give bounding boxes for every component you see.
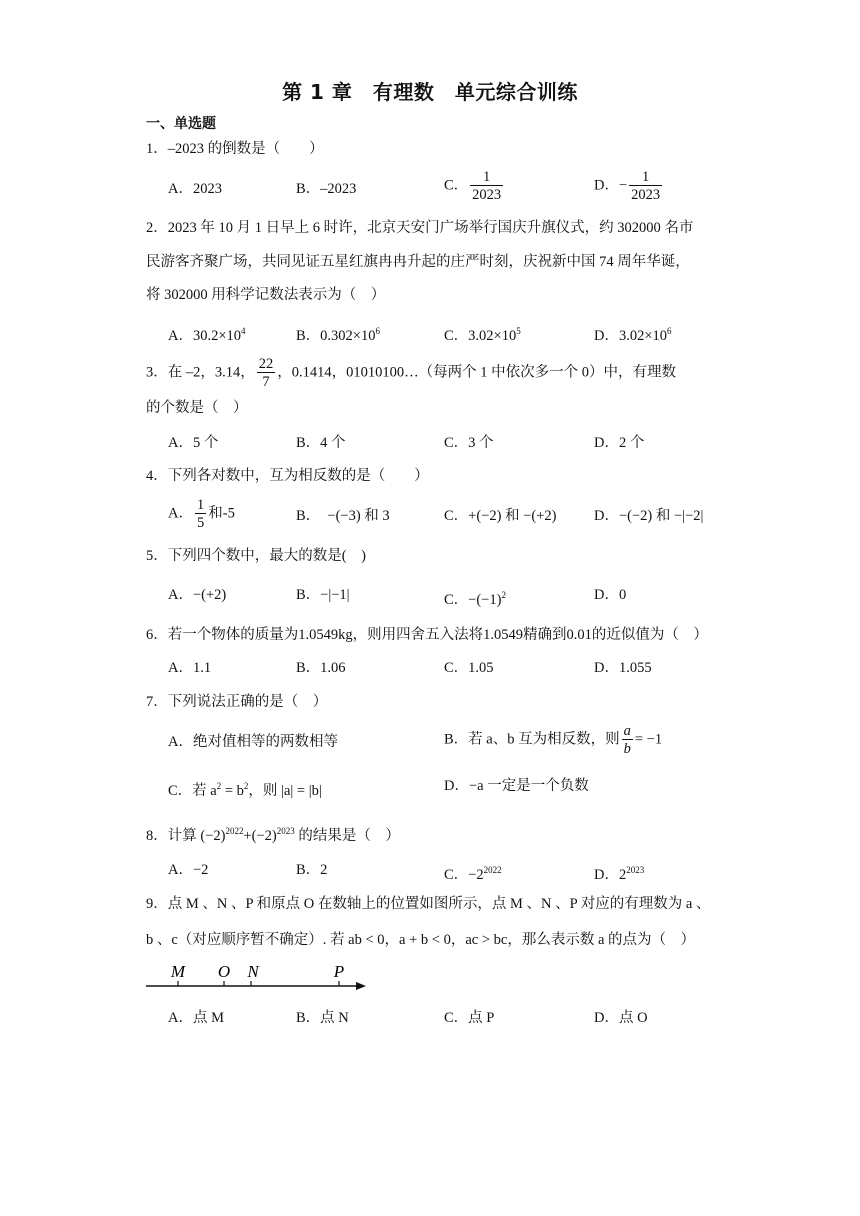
q9-option-d: D．点 O bbox=[594, 1010, 648, 1026]
label-o: O bbox=[217, 962, 231, 981]
q4-option-d: D．−(−2) 和 −|−2| bbox=[594, 508, 704, 524]
q7-option-a: A．绝对值相等的两数相等 bbox=[168, 734, 338, 750]
q5-option-d: D．0 bbox=[594, 587, 627, 603]
q6-option-c: C．1.05 bbox=[444, 660, 494, 676]
q5-option-c: C．$-(-1)^2$ bbox=[444, 590, 506, 608]
q1-option-a: A．2023 bbox=[168, 181, 222, 197]
q4-option-a: A． $\frac{1}{5}$ 和-5 bbox=[168, 497, 235, 531]
label-m: M bbox=[170, 962, 186, 981]
q6-option-b: B．1.06 bbox=[296, 660, 346, 676]
q1-option-c: C． $\frac{1}{2023}$ bbox=[444, 169, 502, 203]
q5-option-a: A．−(+2) bbox=[168, 587, 227, 603]
section-heading: 一、单选题 bbox=[146, 116, 216, 132]
q1-option-d: D．− $\frac{1}{2023}$ bbox=[594, 169, 661, 203]
fraction: $\frac{22}{7}$ bbox=[258, 356, 274, 390]
q1-option-b: B．–2023 bbox=[296, 181, 357, 197]
question-4-stem: 4．下列各对数中，互为相反数的是（ ） bbox=[146, 468, 429, 484]
question-3-line-1: 3．在 –2，3.14， $\frac{22}{7}$ ，0.1414，01010100…（每两个 1 中依次多一个 0）中，有理数 bbox=[146, 356, 676, 390]
number-line-diagram bbox=[144, 960, 374, 996]
q2-option-a: A．$30.2\times 10^4$ bbox=[168, 326, 246, 344]
q6-option-a: A．1.1 bbox=[168, 660, 212, 676]
page-title: 第 1 章 有理数 单元综合训练 bbox=[282, 80, 578, 104]
fraction: $\frac{1}{2023}$ bbox=[472, 169, 502, 203]
q9-option-b: B．点 N bbox=[296, 1010, 349, 1026]
q7-option-c: C．若 $a^2 = b^2$，则 |a| = |b| bbox=[168, 781, 322, 799]
q9-option-c: C．点 P bbox=[444, 1010, 495, 1026]
q7-option-d: D．−a 一定是一个负数 bbox=[444, 778, 589, 794]
label-p: P bbox=[333, 962, 345, 981]
q7-option-b: B．若 a、b 互为相反数，则 $\frac{a}{b}$ = −1 bbox=[444, 723, 663, 757]
question-6-stem: 6．若一个物体的质量为1.0549kg，则用四舍五入法将1.0549精确到0.01的近似值为（ ） bbox=[146, 627, 708, 643]
q6-option-d: D．1.055 bbox=[594, 660, 652, 676]
question-2-line-1: 2．2023 年 10 月 1 日早上 6 时许，北京天安门广场举行国庆升旗仪式，约 302000 名市 bbox=[146, 220, 694, 236]
fraction: $\frac{1}{5}$ bbox=[196, 497, 205, 531]
q3-option-a: A．5 个 bbox=[168, 435, 219, 451]
q2-option-d: D．$3.02\times 10^6$ bbox=[594, 326, 672, 344]
q5-option-b: B．−|−1| bbox=[296, 587, 350, 603]
q8-option-d: D．$2^{2023}$ bbox=[594, 865, 645, 883]
question-9-line-1: 9．点 M 、N 、P 和原点 O 在数轴上的位置如图所示，点 M 、N 、P 对应的有理数为 a 、 bbox=[146, 896, 711, 912]
q2-option-b: B．$0.302\times 10^6$ bbox=[296, 326, 380, 344]
fraction: $\frac{a}{b}$ bbox=[623, 723, 631, 757]
q3-option-c: C．3 个 bbox=[444, 435, 494, 451]
question-3-line-2: 的个数是（ ） bbox=[146, 400, 248, 416]
q4-option-b: B． −(−3) 和 3 bbox=[296, 508, 390, 524]
question-9-line-2: b 、c（对应顺序暂不确定）. 若 ab < 0，a + b < 0，ac > bc，那么表示数 a 的点为（ ） bbox=[146, 932, 696, 948]
q3-option-b: B．4 个 bbox=[296, 435, 346, 451]
question-5-stem: 5．下列四个数中，最大的数是( ) bbox=[146, 548, 366, 564]
question-2-line-3: 将 302000 用科学记数法表示为（ ） bbox=[146, 287, 386, 303]
q4-option-c: C．+(−2) 和 −(+2) bbox=[444, 508, 557, 524]
q8-option-a: A．−2 bbox=[168, 862, 209, 878]
question-1-stem: 1．–2023 的倒数是（ ） bbox=[146, 141, 324, 157]
q3-option-d: D．2 个 bbox=[594, 435, 645, 451]
fraction: $\frac{1}{2023}$ bbox=[631, 169, 661, 203]
number-line-arrow bbox=[356, 982, 366, 990]
q9-option-a: A．点 M bbox=[168, 1010, 224, 1026]
question-2-line-2: 民游客齐聚广场，共同见证五星红旗冉冉升起的庄严时刻，庆祝新中国 74 周年华诞， bbox=[146, 254, 690, 270]
q2-option-c: C．$3.02\times 10^5$ bbox=[444, 326, 521, 344]
label-n: N bbox=[247, 962, 259, 981]
question-7-stem: 7．下列说法正确的是（ ） bbox=[146, 694, 328, 710]
q8-option-b: B．2 bbox=[296, 862, 328, 878]
question-8-stem: 8．计算 $(-2)^{2022}+(-2)^{2023}$ 的结果是（ ） bbox=[146, 826, 400, 844]
q8-option-c: C．$-2^{2022}$ bbox=[444, 865, 502, 883]
